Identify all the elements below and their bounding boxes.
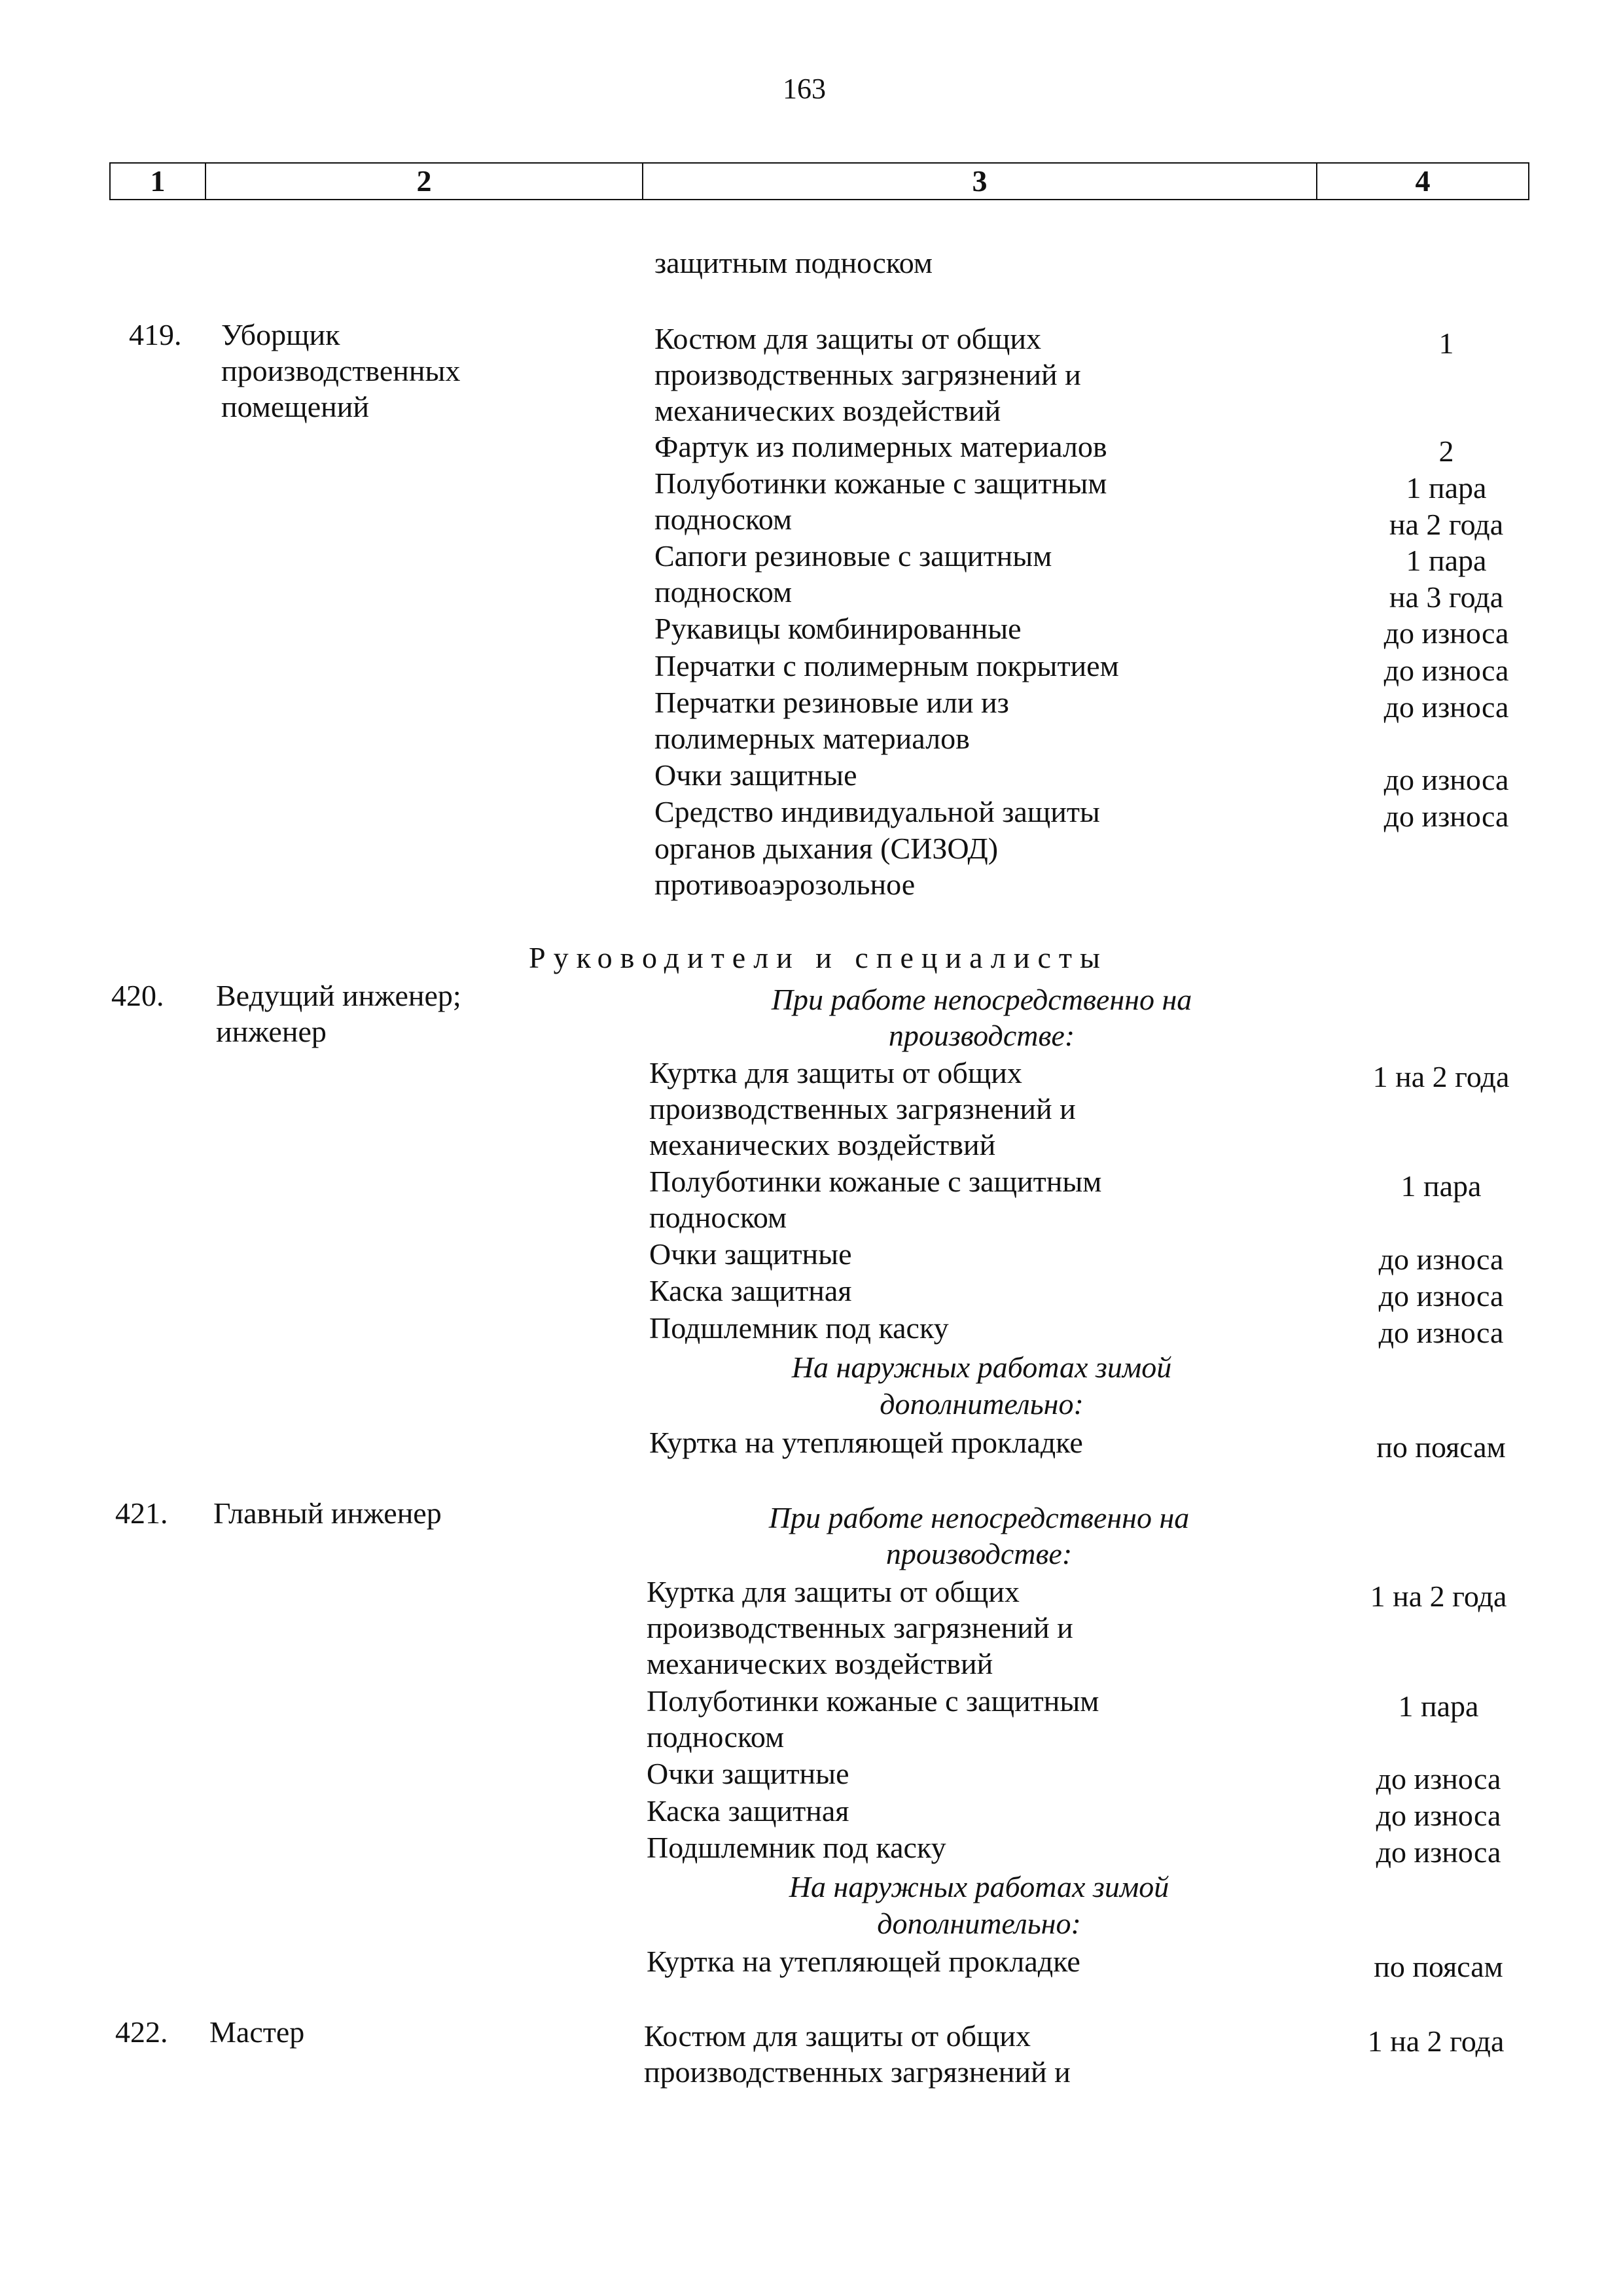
item-421-1-l1: Куртка для защиты от общих <box>647 1575 1020 1608</box>
profession-419-l1: Уборщик <box>221 318 340 351</box>
item-420-1-l3: механических воздействий <box>649 1128 996 1161</box>
item-420-1-l1: Куртка для защиты от общих <box>649 1056 1022 1089</box>
norm-421-1: 1 на 2 года <box>1370 1580 1507 1613</box>
item-419-3-l1: Полуботинки кожаные с защитным <box>654 467 1107 500</box>
row-number-420: 420. <box>111 979 164 1012</box>
norm-421-5: до износа <box>1376 1835 1501 1869</box>
item-419-1-l2: производственных загрязнений и <box>654 358 1081 391</box>
norm-419-3a: 1 пара <box>1406 471 1487 504</box>
norm-419-4a: 1 пара <box>1406 544 1487 577</box>
item-420-2-l2: подноском <box>649 1201 787 1234</box>
profession-420-l2: инженер <box>216 1015 327 1048</box>
norm-419-3b: на 2 года <box>1389 508 1504 541</box>
profession-421-l1: Главный инженер <box>213 1496 442 1530</box>
item-422-1-l2: производственных загрязнений и <box>644 2055 1071 2089</box>
note-421-work-l2: производстве: <box>885 1537 1073 1570</box>
item-420-5: Подшлемник под каску <box>649 1311 949 1345</box>
item-421-2-l2: подноском <box>647 1720 785 1754</box>
note-421-work-l1: При работе непосредственно на <box>768 1501 1190 1534</box>
profession-422-l1: Мастер <box>209 2015 305 2049</box>
norm-419-2: 2 <box>1438 434 1454 468</box>
item-421-3: Очки защитные <box>647 1757 849 1790</box>
norm-419-7: до износа <box>1383 690 1509 724</box>
page-number: 163 <box>783 73 826 105</box>
item-419-9-l2: органов дыхания (СИЗОД) <box>654 832 999 865</box>
row-number-421: 421. <box>115 1496 168 1530</box>
profession-420-l1: Ведущий инженер; <box>216 979 461 1012</box>
norm-422-1: 1 на 2 года <box>1367 2024 1505 2058</box>
item-421-1-l3: механических воздействий <box>647 1647 993 1680</box>
item-419-9-l3: противоаэрозольное <box>654 868 916 901</box>
item-419-4-l2: подноском <box>654 575 793 609</box>
item-420-winter: Куртка на утепляющей прокладке <box>649 1426 1083 1459</box>
item-421-4: Каска защитная <box>647 1794 849 1828</box>
norm-419-1: 1 <box>1438 327 1454 360</box>
norm-419-5: до износа <box>1383 616 1509 650</box>
item-419-7-l1: Перчатки резиновые или из <box>654 686 1009 719</box>
item-420-3: Очки защитные <box>649 1237 852 1271</box>
item-422-1-l1: Костюм для защиты от общих <box>644 2019 1031 2053</box>
item-419-8: Очки защитные <box>654 758 857 792</box>
item-419-6: Перчатки с полимерным покрытием <box>654 649 1119 682</box>
item-421-5: Подшлемник под каску <box>647 1831 946 1864</box>
profession-419-l3: помещений <box>221 390 369 423</box>
note-421-winter-l1: На наружных работах зимой <box>789 1870 1169 1903</box>
row-number-419: 419. <box>129 318 182 351</box>
section-title: Руководители и специалисты <box>529 941 1108 974</box>
note-420-work-l2: производстве: <box>888 1019 1075 1052</box>
item-421-1-l2: производственных загрязнений и <box>647 1611 1073 1644</box>
item-419-7-l2: полимерных материалов <box>654 722 970 755</box>
note-420-winter-l1: На наружных работах зимой <box>791 1351 1172 1384</box>
norm-419-6: до износа <box>1383 654 1509 687</box>
table-header <box>109 162 1529 200</box>
header-col-3: 3 <box>643 164 1317 199</box>
norm-420-4: до износа <box>1378 1279 1504 1313</box>
header-col-2: 2 <box>206 164 643 199</box>
item-420-2-l1: Полуботинки кожаные с защитным <box>649 1165 1102 1198</box>
note-420-work-l1: При работе непосредственно на <box>771 983 1192 1016</box>
norm-421-4: до износа <box>1376 1799 1501 1832</box>
norm-421-3: до износа <box>1376 1762 1501 1795</box>
row-number-422: 422. <box>115 2015 168 2049</box>
continuation-text: защитным подноском <box>654 246 933 279</box>
norm-420-2: 1 пара <box>1400 1169 1482 1203</box>
header-col-1: 1 <box>111 164 206 199</box>
norm-421-2: 1 пара <box>1398 1689 1479 1723</box>
item-419-9-l1: Средство индивидуальной защиты <box>654 795 1100 828</box>
norm-421-6: по поясам <box>1374 1950 1503 1983</box>
item-421-winter: Куртка на утепляющей прокладке <box>647 1945 1080 1978</box>
profession-419-l2: производственных <box>221 354 461 387</box>
norm-420-6: по поясам <box>1376 1430 1506 1464</box>
item-419-4-l1: Сапоги резиновые с защитным <box>654 539 1052 573</box>
item-419-1-l3: механических воздействий <box>654 394 1001 427</box>
item-419-1-l1: Костюм для защиты от общих <box>654 322 1042 355</box>
norm-419-8: до износа <box>1383 763 1509 796</box>
norm-420-1: 1 на 2 года <box>1372 1060 1510 1093</box>
norm-419-4b: на 3 года <box>1389 580 1504 614</box>
item-419-2: Фартук из полимерных материалов <box>654 430 1107 463</box>
item-421-2-l1: Полуботинки кожаные с защитным <box>647 1684 1099 1718</box>
item-420-4: Каска защитная <box>649 1274 852 1307</box>
norm-420-5: до износа <box>1378 1316 1504 1349</box>
item-419-3-l2: подноском <box>654 503 793 536</box>
header-col-4: 4 <box>1415 164 1431 198</box>
item-419-5: Рукавицы комбинированные <box>654 612 1022 645</box>
note-420-winter-l2: дополнительно: <box>880 1387 1084 1421</box>
note-421-winter-l2: дополнительно: <box>877 1907 1081 1940</box>
norm-420-3: до износа <box>1378 1243 1504 1276</box>
norm-419-9: до износа <box>1383 800 1509 833</box>
item-420-1-l2: производственных загрязнений и <box>649 1092 1076 1125</box>
